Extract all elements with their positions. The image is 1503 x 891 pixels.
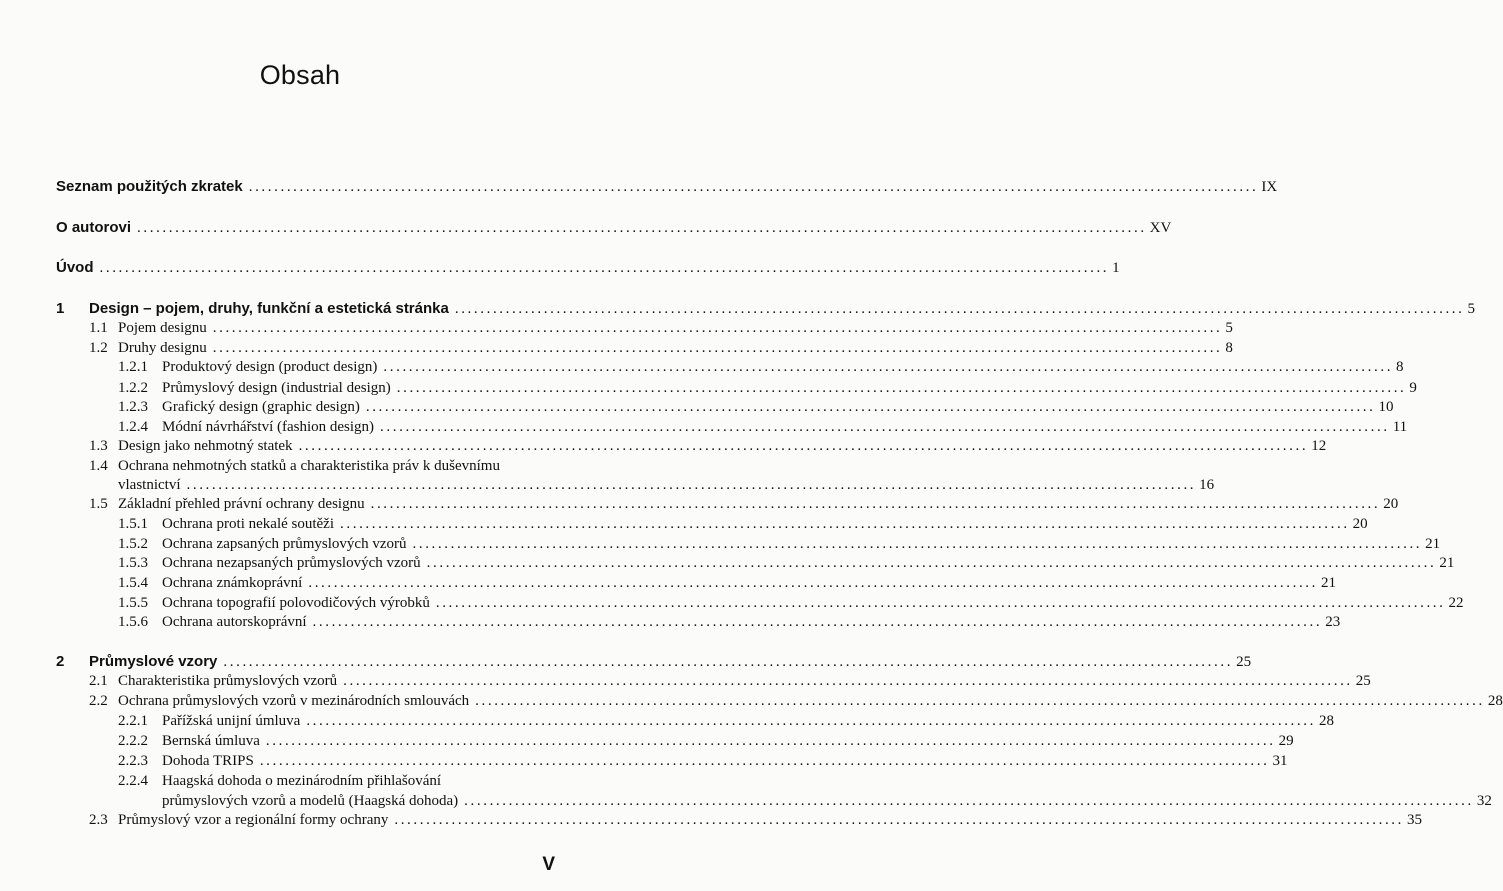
toc-title: Ochrana nehmotných statků a charakteristika práv k duševnímu [118,458,500,474]
toc-title: Základní přehled právní ochrany designu [118,496,365,512]
toc-title: Průmyslové vzory [89,653,218,670]
dot-leader: ............................................................................................................................................................... [137,220,1147,236]
toc-number: 1.3 [89,438,108,454]
toc-entry [0,299,1475,319]
toc-title: Druhy designu [118,340,207,356]
dot-leader: ............................................................................................................................................................... [298,438,1309,454]
toc-number: 1.2.2 [118,380,148,396]
dot-leader: ............................................................................................................................................................... [265,733,1276,749]
toc-entry [0,494,1399,514]
toc-title: Produktový design (product design) [162,359,378,375]
toc-number: 2.2.3 [118,753,148,769]
toc-title: Ochrana průmyslových vzorů v mezinárodních smlouvách [118,693,470,709]
toc-number: 1.2.1 [118,359,148,375]
toc-title: Módní návrhářství (fashion design) [162,419,375,435]
toc-number: 2.2.4 [118,773,148,789]
toc-page-number: 23 [1325,614,1341,630]
toc-entry [0,671,1371,691]
toc-page-number: 20 [1352,516,1368,532]
toc-title: Haagská dohoda o mezinárodním přihlašování [162,773,442,789]
toc-page-number: 22 [1448,595,1464,611]
dot-leader: ............................................................................................................................................................... [343,673,1353,689]
toc-title: vlastnictví [118,477,181,493]
toc-page-number: 12 [1311,438,1327,454]
toc-number: 1.5.3 [118,555,148,571]
toc-number: 1.5.4 [118,575,148,591]
toc-title: Dohoda TRIPS [162,753,254,769]
toc-title: Seznam použitých zkratek [56,178,243,195]
toc-entry [0,593,1464,613]
dot-leader: ............................................................................................................................................................... [365,399,1376,415]
toc-entry [0,417,1408,437]
toc-entry [0,397,1394,417]
toc-page-number: IX [1261,179,1278,195]
toc-title: Průmyslový vzor a regionální formy ochrany [118,812,389,828]
toc-title: Ochrana topografií polovodičových výrobků [162,595,430,611]
toc-title: Pařížská unijní úmluva [162,713,301,729]
toc-number: 2 [56,653,65,670]
toc-page-number: 29 [1278,733,1294,749]
toc-entry [0,318,1233,338]
toc-number: 1.5 [89,496,108,512]
toc-title: Úvod [56,259,94,276]
toc-number: 2.2.2 [118,733,148,749]
dot-leader: ............................................................................................................................................................... [394,812,1405,828]
toc-page-number: 9 [1409,380,1417,396]
toc-page-number: 28 [1487,693,1503,709]
toc-page-number: 21 [1425,536,1441,552]
dot-leader: ............................................................................................................................................................... [99,260,1110,276]
toc-title: Design – pojem, druhy, funkční a estetická stránka [89,300,449,317]
dot-leader: ............................................................................................................................................................... [454,301,1465,317]
toc-number: 1.5.5 [118,595,148,611]
toc-number: 2.1 [89,673,108,689]
dot-leader: ............................................................................................................................................................... [308,575,1319,591]
toc-number: 1.2.4 [118,419,148,435]
toc-title: Ochrana zapsaných průmyslových vzorů [162,536,407,552]
toc-title: Bernská úmluva [162,733,260,749]
toc-number: 1.5.6 [118,614,148,630]
toc-number: 1.1 [89,320,108,336]
toc-entry [0,612,1341,632]
toc-title: Grafický design (graphic design) [162,399,360,415]
toc-title: Ochrana proti nekalé soutěži [162,516,335,532]
dot-leader: ............................................................................................................................................................... [396,380,1407,396]
toc-entry [0,810,1423,830]
dot-leader: ............................................................................................................................................................... [340,516,1350,532]
toc-number: 2.2 [89,693,108,709]
toc-page-number: 10 [1378,399,1394,415]
toc-page-number: 32 [1476,793,1492,809]
page-folio: V [542,854,555,875]
toc-title: Design jako nehmotný statek [118,438,293,454]
toc-title: Pojem designu [118,320,207,336]
dot-leader: ............................................................................................................................................................... [223,654,1234,670]
dot-leader: ............................................................................................................................................................... [248,179,1259,195]
dot-leader: ............................................................................................................................................................... [306,713,1316,729]
toc-entry [0,475,1215,495]
toc-title: průmyslových vzorů a modelů (Haagská dohoda) [162,793,459,809]
toc-number: 1.2.3 [118,399,148,415]
toc-page-number: 21 [1439,555,1455,571]
toc-title: Charakteristika průmyslových vzorů [118,673,338,689]
dot-leader: ............................................................................................................................................................... [380,419,1390,435]
toc-entry [0,652,1252,672]
toc-title: Průmyslový design (industrial design) [162,380,391,396]
toc-entry [0,357,1404,377]
toc-number: 1.5.1 [118,516,148,532]
toc-number: 1 [56,300,65,317]
dot-leader: ............................................................................................................................................................... [464,793,1474,809]
dot-leader: ............................................................................................................................................................... [383,359,1394,375]
toc-page-number: 28 [1318,713,1334,729]
toc-page-number: 5 [1225,320,1233,336]
dot-leader: ............................................................................................................................................................... [435,595,1446,611]
toc-number: 2.2.1 [118,713,148,729]
toc-page-number: 8 [1225,340,1233,356]
toc-entry [0,378,1417,398]
toc-page-number: 25 [1236,654,1252,670]
toc-page-number: 35 [1407,812,1423,828]
toc-entry [0,751,1288,771]
toc-entry [0,338,1233,358]
toc-page-number: 1 [1112,260,1120,276]
toc-title: Ochrana nezapsaných průmyslových vzorů [162,555,421,571]
toc-entry [0,534,1441,554]
toc-page-number: 21 [1321,575,1337,591]
dot-leader: ............................................................................................................................................................... [426,555,1437,571]
toc-title: Ochrana známkoprávní [162,575,303,591]
dot-leader: ............................................................................................................................................................... [186,477,1197,493]
toc-entry [0,691,1503,711]
dot-leader: ............................................................................................................................................................... [370,496,1381,512]
toc-title: O autorovi [56,219,132,236]
toc-entry [0,711,1334,731]
dot-leader: ............................................................................................................................................................... [475,693,1485,709]
dot-leader: ............................................................................................................................................................... [259,753,1270,769]
dot-leader: ............................................................................................................................................................... [212,340,1223,356]
toc-entry [0,436,1327,456]
toc-entry [0,553,1455,573]
toc-page-number: 20 [1383,496,1399,512]
toc-page-number: XV [1149,220,1172,236]
toc-number: 1.5.2 [118,536,148,552]
toc-entry [0,456,600,476]
toc-page-number: 8 [1396,359,1404,375]
dot-leader: ............................................................................................................................................................... [212,320,1223,336]
dot-leader: ............................................................................................................................................................... [312,614,1323,630]
toc-entry [0,258,1120,278]
toc-entry [0,731,1294,751]
toc-page-number: 16 [1199,477,1215,493]
dot-leader: ............................................................................................................................................................... [412,536,1423,552]
toc-entry [0,177,1278,197]
toc-entry [0,771,600,791]
toc-entry [0,514,1368,534]
toc-entry [0,218,1172,238]
toc-number: 2.3 [89,812,108,828]
toc-number: 1.2 [89,340,108,356]
toc-number: 1.4 [89,458,108,474]
toc-page-number: 25 [1355,673,1371,689]
toc-page-number: 5 [1467,301,1475,317]
toc-title: Ochrana autorskoprávní [162,614,307,630]
page-title: Obsah [259,60,341,90]
toc-page-number: 11 [1392,419,1408,435]
toc-entry [0,791,1492,811]
toc-page-number: 31 [1272,753,1288,769]
toc-entry [0,573,1337,593]
